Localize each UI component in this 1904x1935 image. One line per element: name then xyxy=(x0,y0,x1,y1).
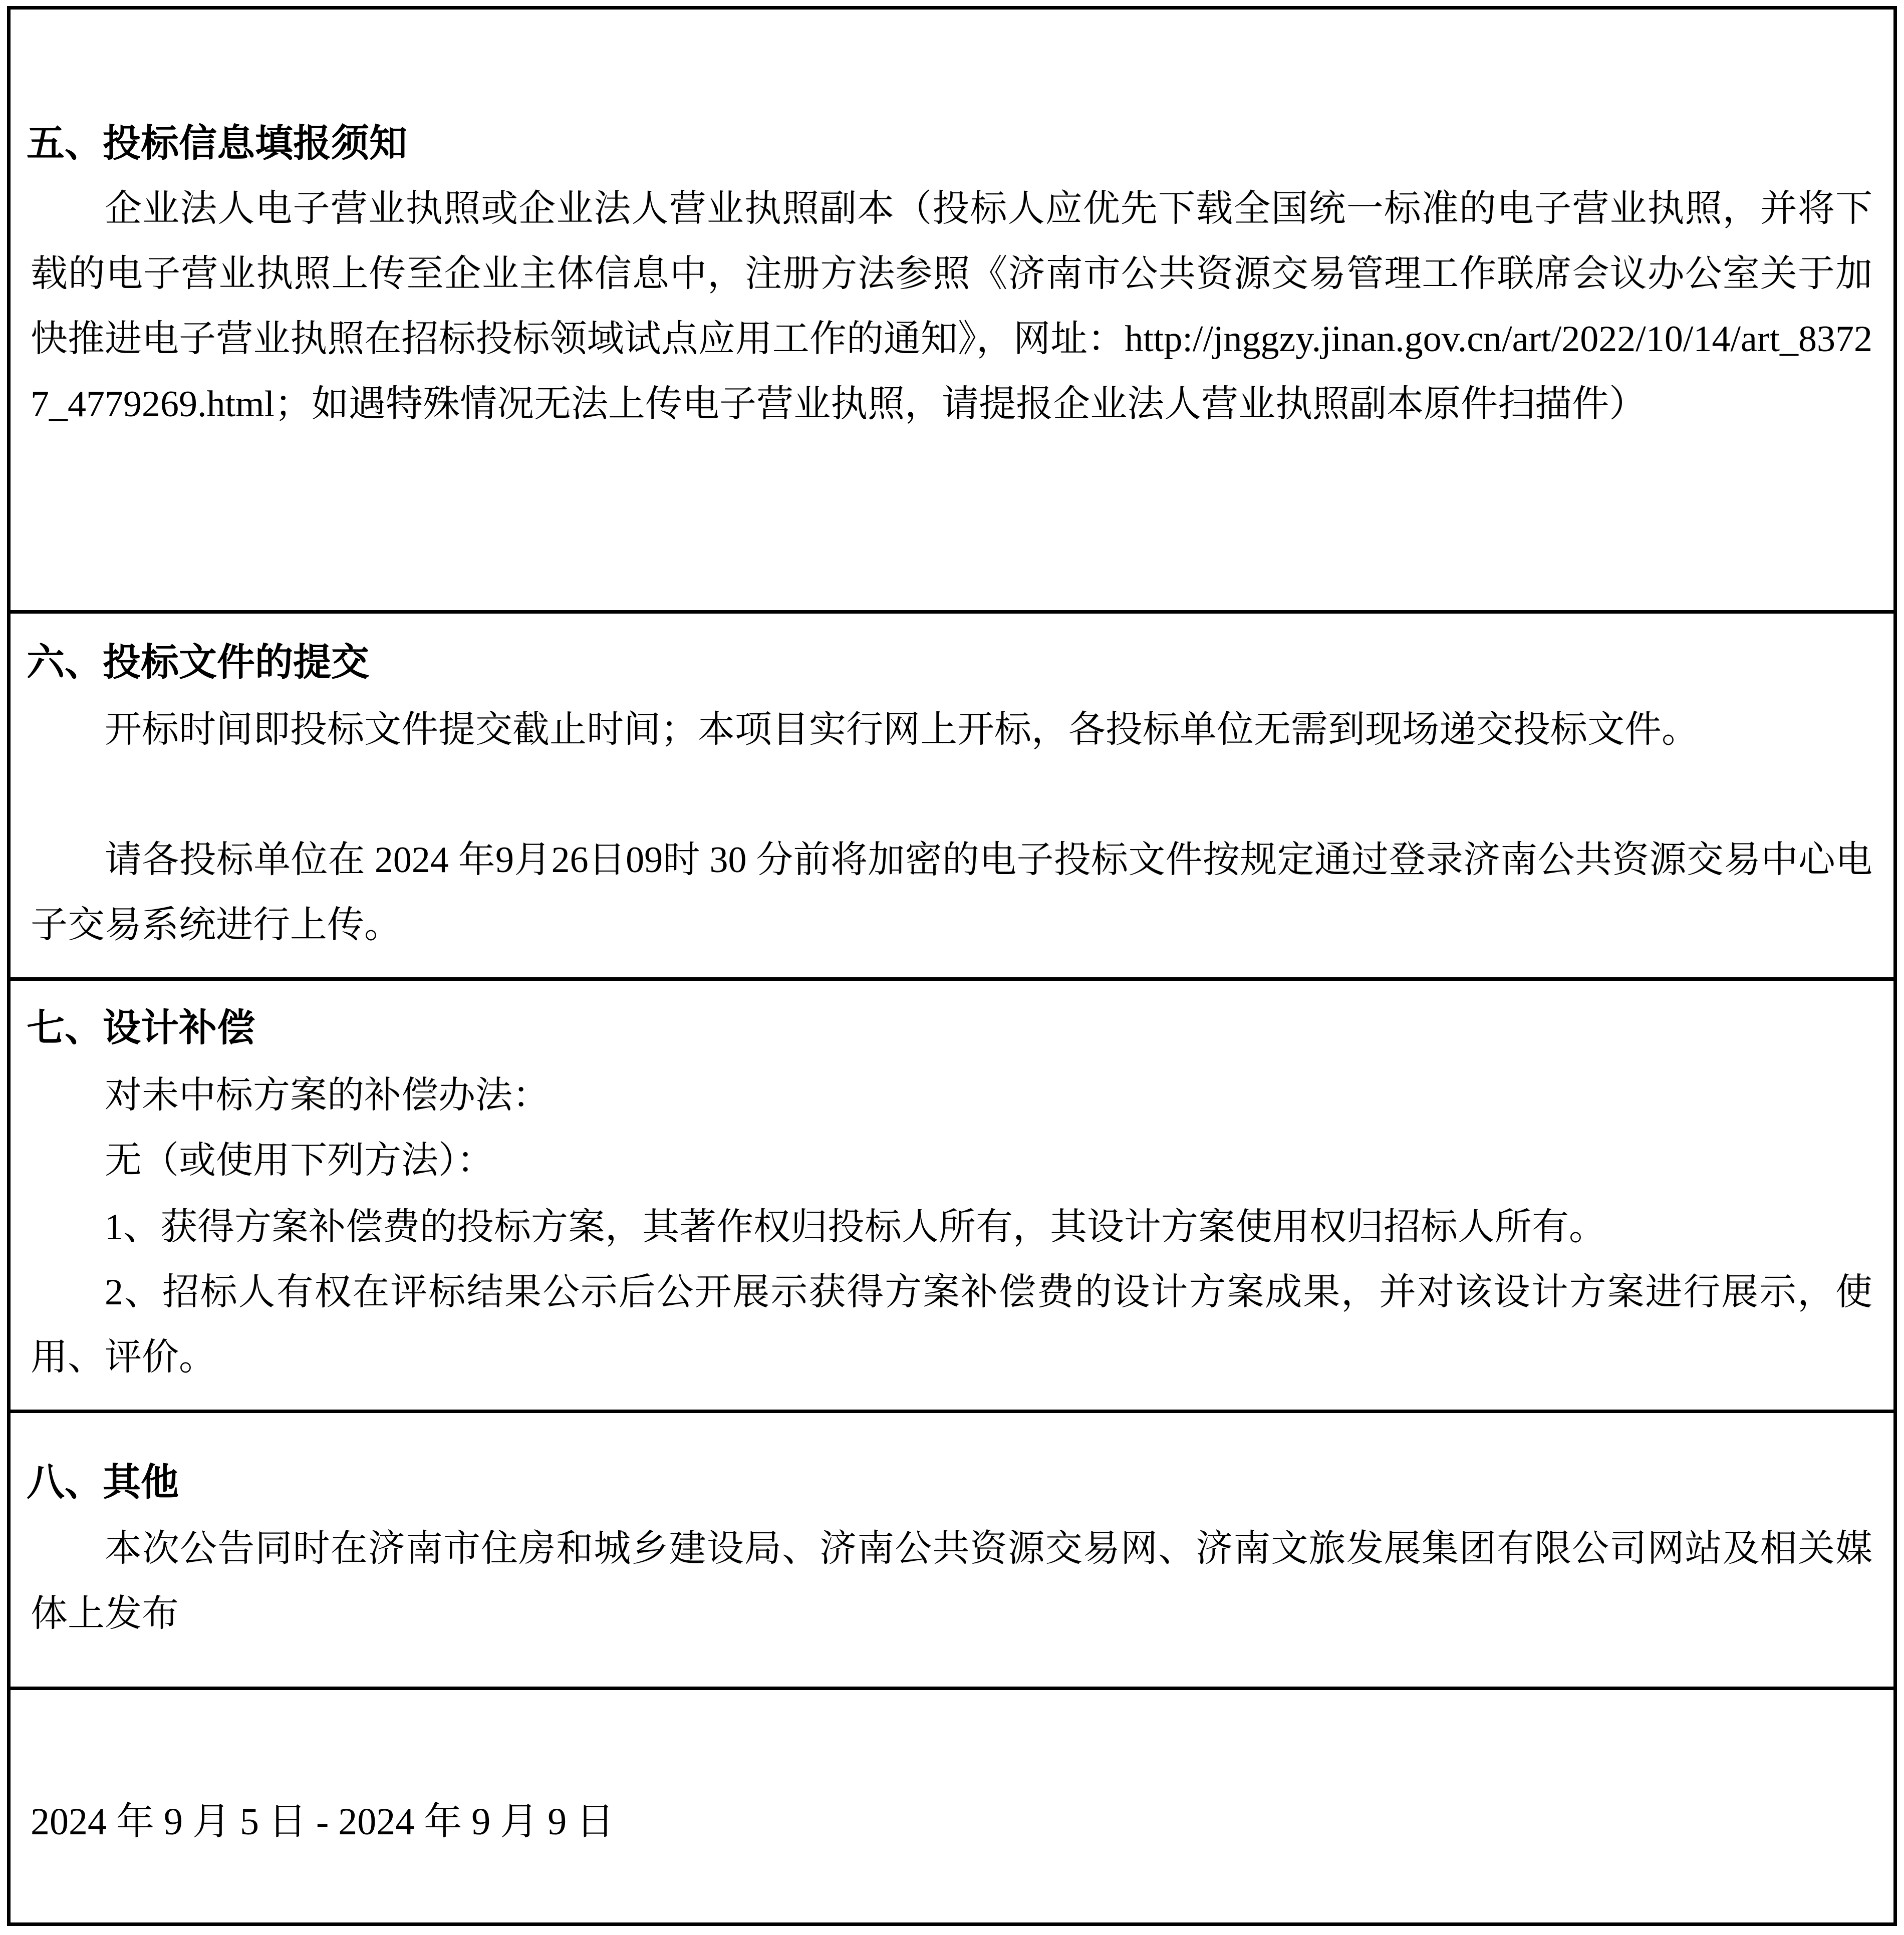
section-7-paragraph-3: 1、获得方案补偿费的投标方案，其著作权归投标人所有，其设计方案使用权归招标人所有。 xyxy=(105,1207,1606,1248)
section-5-paragraph xyxy=(11,176,1893,437)
section-6-heading: 六、投标文件的提交 xyxy=(27,642,369,684)
section-7-paragraph-1: 对未中标方案的补偿办法： xyxy=(105,1075,550,1116)
section-7-paragraph-2: 无（或使用下列方法）： xyxy=(105,1140,494,1181)
section-5-heading: 五、投标信息填报须知 xyxy=(27,123,407,165)
section-8-paragraph-1: 本次公告同时在济南市住房和城乡建设局、济南公共资源交易网、济南文旅发展集团有限公司网站及相关媒体上发布 xyxy=(31,1528,1872,1634)
section-divider xyxy=(7,1410,1897,1413)
notice-date-range: 2024 年 9 月 5 日 - 2024 年 9 月 9 日 xyxy=(31,1801,615,1843)
section-5-text-after-url: ；如遇特殊情况无法上传电子营业执照，请提报企业法人营业执照副本原件扫描件） xyxy=(275,384,1647,425)
section-7-paragraph-4: 2、招标人有权在评标结果公示后公开展示获得方案补偿费的设计方案成果，并对该设计方案进行展示，使用、评价。 xyxy=(31,1272,1872,1378)
section-6-paragraph-2: 请各投标单位在 2024 年9月26日09时 30 分前将加密的电子投标文件按规定通过登录济南公共资源交易中心电子交易系统进行上传。 xyxy=(31,840,1872,946)
section-divider xyxy=(7,610,1897,614)
notice-url: http://jnggzy.jinan.gov.cn/art/2022/10/14/art_83727_4779269.html xyxy=(31,319,1872,425)
section-6-paragraph-1: 开标时间即投标文件提交截止时间；本项目实行网上开标，各投标单位无需到现场递交投标文件。 xyxy=(105,709,1699,750)
section-7-heading: 七、设计补偿 xyxy=(27,1007,255,1049)
section-5-text-before-url: 企业法人电子营业执照或企业法人营业执照副本（投标人应优先下载全国统一标准的电子营业执照，并将下载的电子营业执照上传至企业主体信息中，注册方法参照《济南市公共资源交易管理工作联席会议办公室关于加快推进电子营业执照在招标投标领域试点应用工作的通知》，网址： xyxy=(31,188,1872,360)
section-8-heading: 八、其他 xyxy=(27,1462,179,1504)
section-divider xyxy=(7,977,1897,981)
section-divider xyxy=(7,1687,1897,1690)
